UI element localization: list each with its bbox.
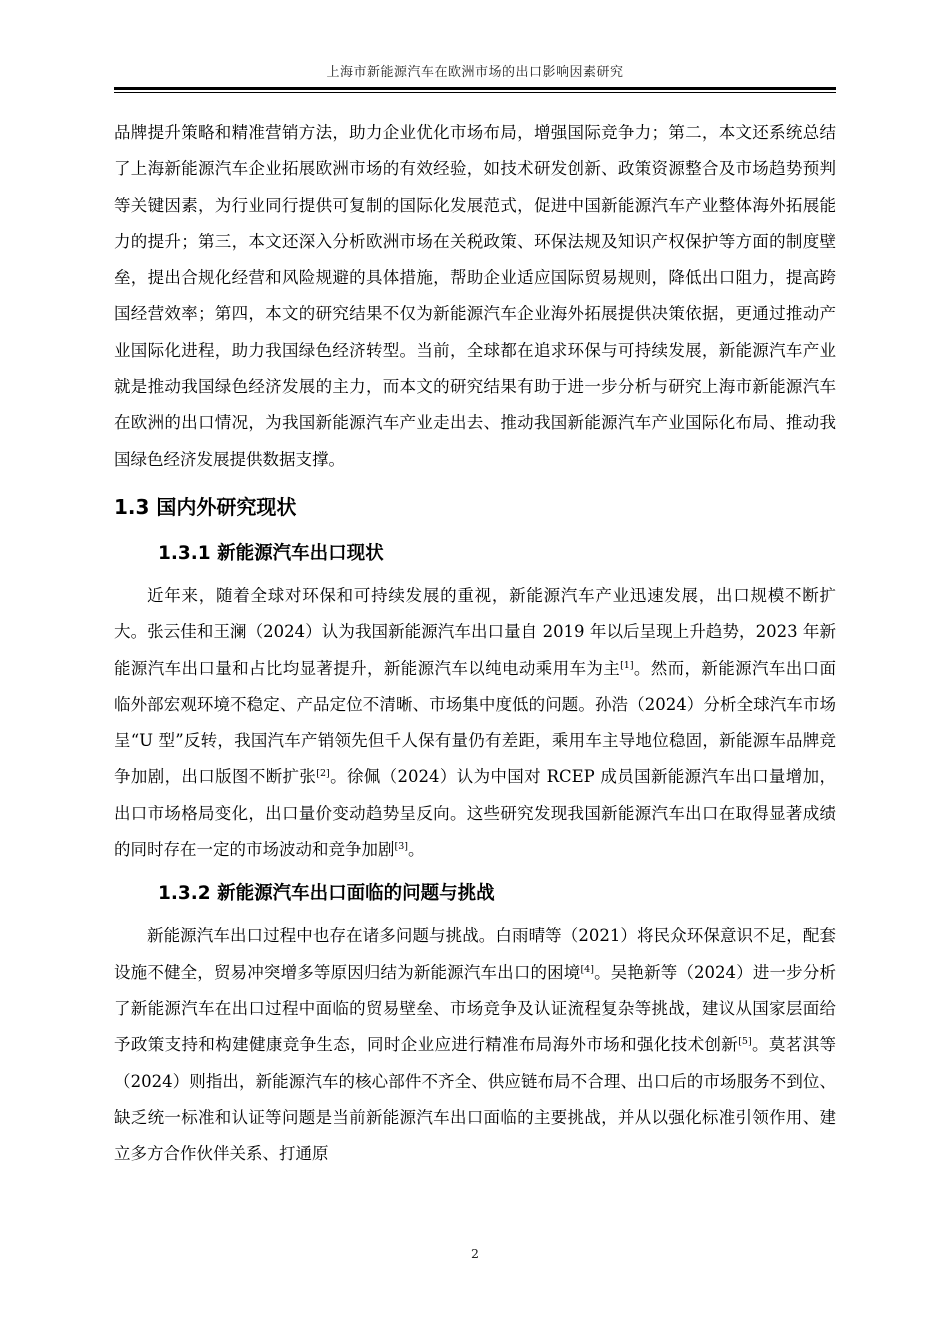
header-rule	[114, 87, 836, 90]
export-status-paragraph	[114, 578, 836, 868]
paragraph-text: 。吴艳新等（2024）进一步分析了新能源汽车在出口过程中面临的贸易壁垒、市场竞争及认证流程复杂等挑战，建议从国家层面给予政策支持和构建健康竞争生态，同时企业应进行精准布局海外市场和强化技术创新	[114, 962, 836, 1055]
export-challenges-paragraph	[114, 918, 836, 1172]
citation-ref-2: [2]	[316, 768, 330, 780]
subsection-heading-1-3-1: 1.3.1 新能源汽车出口现状	[158, 542, 384, 564]
citation-ref-3: [3]	[394, 841, 408, 853]
subsection-heading-1-3-2: 1.3.2 新能源汽车出口面临的问题与挑战	[158, 883, 495, 905]
paragraph-text: 。徐佩（2024）认为中国对 RCEP 成员国新能源汽车出口量增加，出口市场格局变化，出口量价变动趋势呈反向。这些研究发现我国新能源汽车出口在取得显著成绩的同时存在一定的市场波动和竞争加剧	[114, 767, 836, 860]
intro-continuation-paragraph: 品牌提升策略和精准营销方法，助力企业优化市场布局，增强国际竞争力；第二，本文还系统总结了上海新能源汽车企业拓展欧洲市场的有效经验，如技术研发创新、政策资源整合及市场趋势预判等关键因素，为行业同行提供可复制的国际化发展范式，促进中国新能源汽车产业整体海外拓展能力的提升；第三，本文还深入分析欧洲市场在关税政策、环保法规及知识产权保护等方面的制度壁垒，提出合规化经营和风险规避的具体措施，帮助企业适应国际贸易规则，降低出口阻力，提高跨国经营效率；第四，本文的研究结果不仅为新能源汽车企业海外拓展提供决策依据，更通过推动产业国际化进程，助力我国绿色经济转型。当前，全球都在追求环保与可持续发展，新能源汽车产业就是推动我国绿色经济发展的主力，而本文的研究结果有助于进一步分析与研究上海市新能源汽车在欧洲的出口情况，为我国新能源汽车产业走出去、推动我国新能源汽车产业国际化布局、推动我国绿色经济发展提供数据支撑。	[114, 123, 836, 469]
paragraph-text: 。莫茗淇等（2024）则指出，新能源汽车的核心部件不齐全、供应链布局不合理、出口后的市场服务不到位、缺乏统一标准和认证等问题是当前新能源汽车出口面临的主要挑战，并从以强化标准引领作用、建立多方合作伙伴关系、打通原	[114, 1035, 837, 1164]
header-rule-thin	[114, 92, 836, 93]
citation-ref-5: [5]	[738, 1036, 752, 1048]
citation-ref-1: [1]	[620, 659, 634, 671]
paragraph-text: 近年来，随着全球对环保和可持续发展的重视，新能源汽车产业迅速发展，出口规模不断扩大。张云佳和王澜（2024）认为我国新能源汽车出口量自 2019 年以后呈现上升趋势，2023 年新能源汽车出口量和占比均显著提升，新能源汽车以纯电动乘用车为主	[114, 585, 836, 678]
paragraph-text: 新能源汽车出口过程中也存在诸多问题与挑战。白雨晴等（2021）将民众环保意识不足，配套设施不健全，贸易冲突增多等原因归结为新能源汽车出口的困境	[114, 926, 836, 982]
page-number: 2	[471, 1246, 479, 1261]
paragraph-text: 。	[407, 840, 425, 860]
running-header: 上海市新能源汽车在欧洲市场的出口影响因素研究	[326, 65, 624, 80]
page-body	[114, 115, 836, 1172]
paragraph-text: 。然而，新能源汽车出口面临外部宏观环境不稳定、产品定位不清晰、市场集中度低的问题。孙浩（2024）分析全球汽车市场呈“U 型”反转，我国汽车产销领先但千人保有量仍有差距，乘用车主导地位稳固，新能源车品牌竞争加剧，出口版图不断扩张	[114, 658, 837, 787]
section-heading-1-3: 1.3 国内外研究现状	[114, 494, 297, 519]
citation-ref-4: [4]	[580, 963, 594, 975]
